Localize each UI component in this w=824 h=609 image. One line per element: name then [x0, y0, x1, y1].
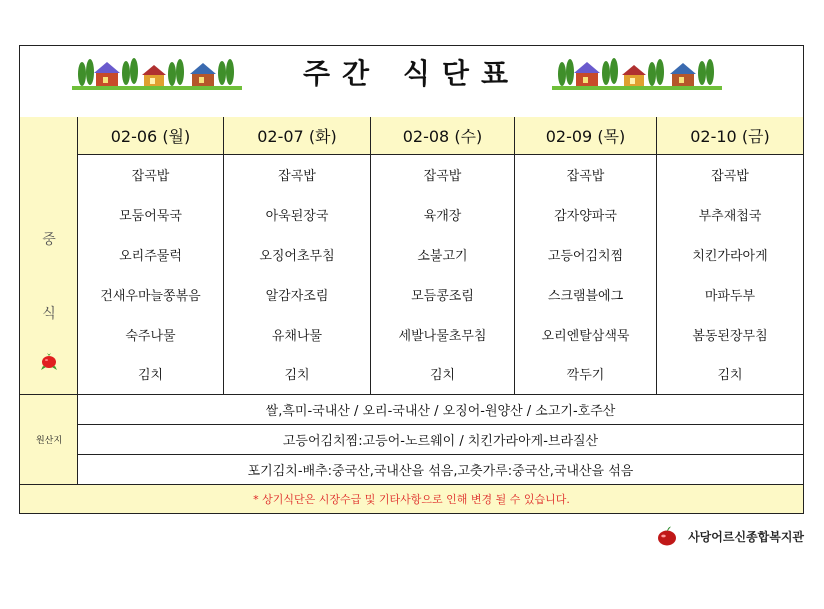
dish: 오징어초무침 — [259, 248, 335, 264]
day-header: 02-06 (월) — [78, 117, 223, 155]
dish: 건새우마늘쫑볶음 — [100, 288, 201, 304]
origin-row: 포기김치-배추:중국산,국내산을 섞음,고춧가루:중국산,국내산을 섞음 — [78, 454, 803, 484]
dish: 잡곡밥 — [423, 169, 462, 185]
dish: 감자양파국 — [554, 209, 617, 225]
origin-label: 원산지 — [20, 394, 78, 484]
dish: 치킨가라아게 — [692, 248, 768, 264]
origin-row: 쌀,흑미-국내산 / 오리-국내산 / 오징어-원양산 / 소고기-호주산 — [78, 394, 803, 424]
village-illustration-right — [552, 56, 722, 92]
dish: 육개장 — [423, 209, 462, 225]
day-header: 02-10 (금) — [657, 117, 803, 155]
tomato-icon — [39, 351, 59, 371]
dish: 잡곡밥 — [566, 169, 605, 185]
day-header: 02-09 (목) — [515, 117, 656, 155]
dish: 알감자조림 — [265, 288, 329, 304]
dish: 김치 — [284, 368, 310, 384]
change-notice: * 상기식단은 시장수급 및 기타사항으로 인해 변경 될 수 있습니다. — [20, 484, 803, 513]
origin-row: 고등어김치찜:고등어-노르웨이 / 치킨가라아게-브라질산 — [78, 424, 803, 454]
dish: 소불고기 — [417, 248, 468, 264]
day-column — [515, 117, 657, 394]
dish: 마파두부 — [704, 288, 756, 304]
day-column — [371, 117, 515, 394]
dish: 봄동된장무침 — [692, 328, 768, 344]
apple-logo-icon — [656, 525, 678, 547]
dish: 김치 — [429, 368, 456, 384]
meal-label-char-2: 식 — [42, 306, 56, 322]
dish: 오리엔탈삼색묵 — [541, 328, 630, 344]
dish: 잡곡밥 — [131, 169, 170, 185]
dish: 부추재첩국 — [698, 209, 762, 225]
organization-name: 사당어르신종합복지관 — [688, 529, 804, 544]
title-row — [20, 46, 803, 118]
dish: 김치 — [137, 368, 164, 384]
day-column — [224, 117, 371, 394]
day-grid — [78, 117, 803, 394]
meal-label — [20, 117, 78, 394]
dish: 세발나물초무침 — [398, 328, 487, 344]
dish: 깍두기 — [566, 368, 605, 384]
page-title: 주간 식단표 — [303, 57, 520, 90]
dish: 잡곡밥 — [711, 169, 749, 185]
dish: 유채나물 — [271, 328, 323, 344]
day-header: 02-07 (화) — [224, 117, 370, 155]
dish: 오리주물럭 — [119, 248, 182, 264]
dish: 모둠어묵국 — [119, 209, 182, 225]
menu-table — [19, 45, 804, 514]
day-column — [657, 117, 803, 394]
day-column — [78, 117, 224, 394]
dish: 스크램블에그 — [547, 288, 624, 304]
dish: 숙주나물 — [125, 328, 176, 344]
dish: 모듬콩조림 — [411, 288, 474, 304]
dish: 아욱된장국 — [265, 209, 329, 225]
dish: 잡곡밥 — [278, 169, 316, 185]
dish: 김치 — [717, 368, 743, 384]
dish: 고등어김치찜 — [547, 248, 624, 264]
origin-rows — [78, 394, 803, 484]
meal-label-char-1: 중 — [42, 232, 56, 248]
day-header: 02-08 (수) — [371, 117, 514, 155]
organization-footer — [656, 525, 804, 547]
